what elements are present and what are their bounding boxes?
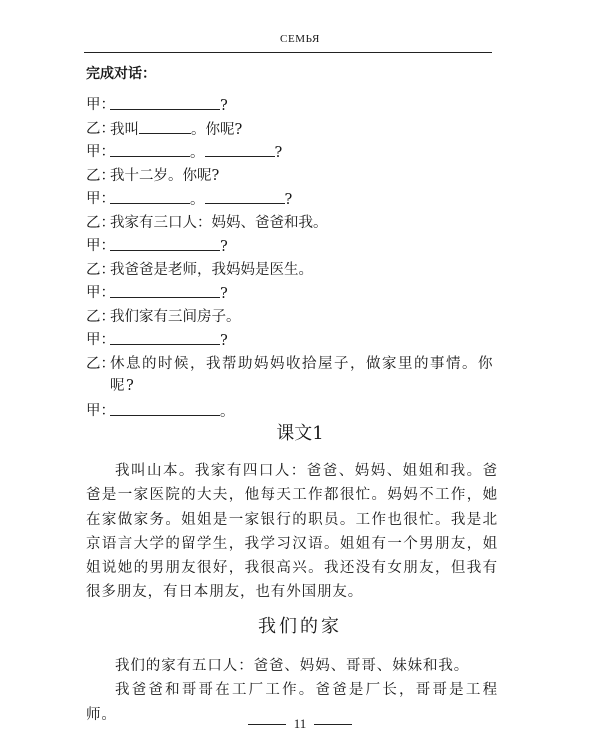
utterance-text: 我叫 bbox=[110, 121, 139, 138]
speaker-label: 甲： bbox=[86, 332, 115, 348]
answer-blank[interactable] bbox=[110, 329, 220, 345]
dialogue-line bbox=[86, 282, 498, 306]
page-footer bbox=[0, 716, 600, 732]
dialogue-line bbox=[86, 188, 498, 212]
running-header: СЕМЬЯ bbox=[280, 33, 320, 45]
dialogue-line bbox=[86, 165, 498, 189]
utterance bbox=[110, 235, 498, 258]
speaker-label: 甲： bbox=[86, 285, 115, 301]
dialogue-line bbox=[86, 306, 498, 330]
text2-line: 我爸爸和哥哥在工厂工作。爸爸是厂长，哥哥是工程师。 bbox=[86, 682, 498, 723]
answer-blank[interactable] bbox=[110, 188, 190, 204]
dialogue-line bbox=[86, 235, 498, 259]
dialogue-line bbox=[86, 400, 498, 424]
answer-blank[interactable] bbox=[110, 94, 220, 110]
utterance: 我家有三口人：妈妈、爸爸和我。 bbox=[110, 214, 328, 231]
utterance: 我们家有三间房子。 bbox=[110, 308, 241, 325]
speaker-label: 乙： bbox=[86, 120, 115, 137]
utterance-text: ? bbox=[220, 286, 228, 302]
utterance-text: ? bbox=[274, 145, 283, 161]
text1-title: 课文1 bbox=[276, 423, 324, 444]
speaker-label: 乙： bbox=[86, 214, 115, 231]
dialogue-exercise bbox=[86, 94, 498, 423]
utterance bbox=[110, 282, 498, 305]
utterance-text: 。 bbox=[190, 192, 205, 208]
speaker-label: 乙： bbox=[86, 167, 115, 184]
header-rule bbox=[84, 52, 492, 53]
utterance-text: 。 bbox=[190, 145, 205, 161]
utterance: 休息的时候，我帮助妈妈收拾屋子，做家里的事情。你呢? bbox=[110, 355, 494, 394]
answer-blank[interactable] bbox=[110, 141, 190, 157]
utterance-text: ? bbox=[220, 98, 228, 114]
utterance bbox=[110, 188, 498, 211]
text2-line: 我们的家有五口人：爸爸、妈妈、哥哥、妹妹和我。 bbox=[115, 658, 470, 674]
dialogue-line bbox=[86, 259, 498, 283]
answer-blank[interactable] bbox=[110, 400, 220, 416]
dialogue-line bbox=[86, 353, 498, 400]
utterance bbox=[110, 141, 498, 164]
utterance-text: 。你呢? bbox=[191, 121, 243, 138]
answer-blank[interactable] bbox=[110, 235, 220, 251]
utterance bbox=[110, 118, 498, 141]
answer-blank[interactable] bbox=[139, 118, 191, 134]
dialogue-line bbox=[86, 118, 498, 142]
answer-blank[interactable] bbox=[205, 188, 285, 204]
utterance bbox=[110, 94, 498, 117]
speaker-label: 甲： bbox=[86, 144, 115, 160]
utterance bbox=[110, 329, 498, 352]
speaker-label: 甲： bbox=[86, 97, 115, 113]
text1-paragraph: 我叫山本。我家有四口人：爸爸、妈妈、姐姐和我。爸爸是一家医院的大夫，他每天工作都很忙。妈妈不工作，她在家做家务。姐姐是一家银行的职员。工作也很忙。我是北京语言大学的留学生，我学习汉语。姐姐有一个男朋友，姐姐说她的男朋友很好，我很高兴。我还没有女朋友，但我有很多朋友，有日本朋友，也有外国朋友。 bbox=[86, 463, 498, 601]
dialogue-line bbox=[86, 329, 498, 353]
speaker-label: 乙： bbox=[86, 261, 115, 278]
utterance-text: ? bbox=[220, 239, 228, 255]
speaker-label: 甲： bbox=[86, 191, 115, 207]
utterance: 我十二岁。你呢? bbox=[110, 167, 220, 184]
utterance-text: ? bbox=[220, 333, 228, 349]
dialogue-line bbox=[86, 94, 498, 118]
speaker-label: 甲： bbox=[86, 238, 115, 254]
footer-rule-right bbox=[314, 724, 352, 725]
utterance-text: 。 bbox=[220, 403, 235, 420]
dialogue-line bbox=[86, 212, 498, 236]
speaker-label: 乙： bbox=[86, 308, 115, 325]
utterance: 我爸爸是老师，我妈妈是医生。 bbox=[110, 261, 313, 278]
exercise-instruction: 完成对话： bbox=[86, 66, 156, 82]
utterance bbox=[110, 400, 498, 423]
speaker-label: 甲： bbox=[86, 402, 115, 419]
footer-rule-left bbox=[248, 724, 286, 725]
answer-blank[interactable] bbox=[205, 141, 275, 157]
speaker-label: 乙： bbox=[86, 355, 115, 372]
dialogue-line bbox=[86, 141, 498, 165]
page-number: 11 bbox=[293, 716, 307, 731]
answer-blank[interactable] bbox=[110, 282, 220, 298]
utterance-text: ? bbox=[284, 192, 293, 208]
text2-title: 我们的家 bbox=[258, 616, 342, 637]
